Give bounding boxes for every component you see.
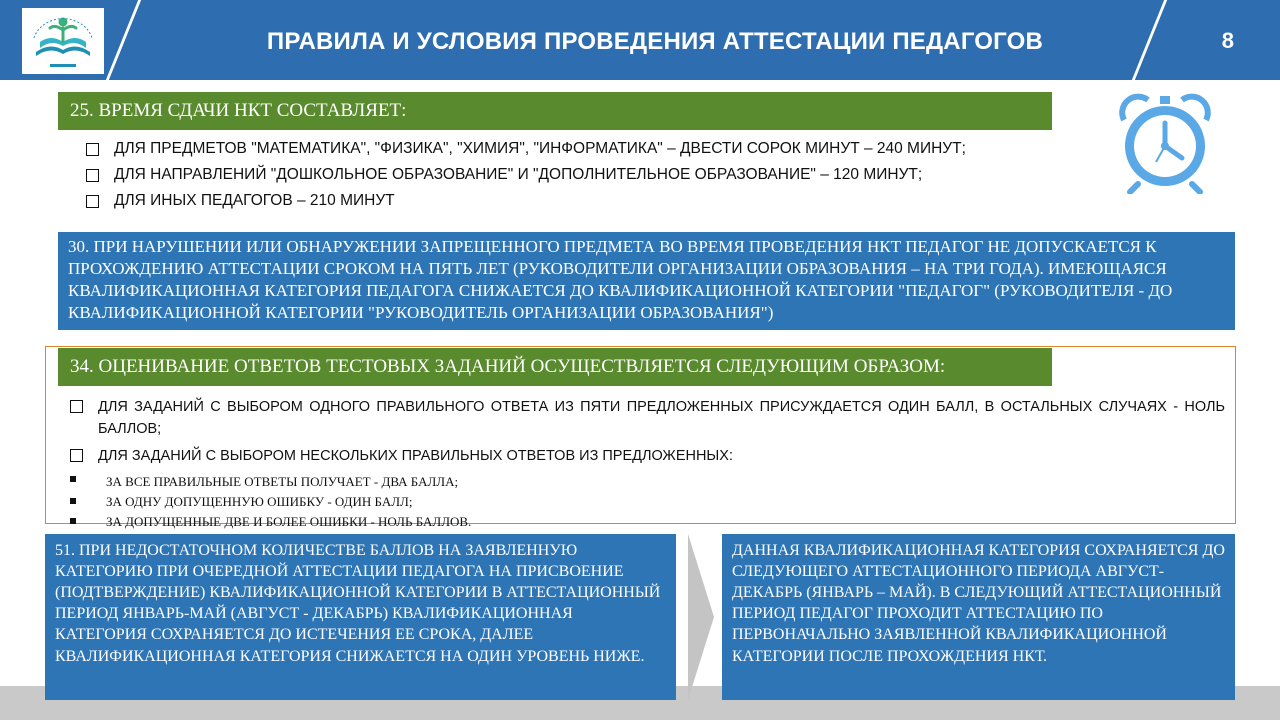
checkbox-icon [70,449,83,462]
list-item-text: ДЛЯ ПРЕДМЕТОВ "МАТЕМАТИКА", "ФИЗИКА", "ХИМИЯ", "ИНФОРМАТИКА" – ДВЕСТИ СОРОК МИНУТ – 240 МИНУТ; [114,140,966,157]
list-item-text: ДЛЯ ИНЫХ ПЕДАГОГОВ – 210 МИНУТ [114,192,395,209]
list-item [86,192,1096,218]
list-item [86,166,1096,192]
section-25-list [86,140,1096,218]
section-51-right-box: ДАННАЯ КВАЛИФИКАЦИОННАЯ КАТЕГОРИЯ СОХРАНЯЕТСЯ ДО СЛЕДУЮЩЕГО АТТЕСТАЦИОННОГО ПЕРИОДА АВГУСТ-ДЕКАБРЬ (ЯНВАРЬ – МАЙ). В СЛЕДУЮЩИЙ АТТЕСТАЦИОННЫЙ ПЕРИОД ПЕДАГОГ ПРОХОДИТ АТТЕСТАЦИЮ ПО ПЕРВОНАЧАЛЬНО ЗАЯВЛЕННОЙ КВАЛИФИКАЦИОННОЙ КАТЕГОРИИ ПОСЛЕ ПРОХОЖДЕНИЯ НКТ. [722,534,1235,700]
square-bullet-icon [70,476,76,482]
page-title: ПРАВИЛА И УСЛОВИЯ ПРОВЕДЕНИЯ АТТЕСТАЦИИ ПЕДАГОГОВ [266,28,1044,55]
list-item-text: ЗА ДОПУЩЕННЫЕ ДВЕ И БОЛЕЕ ОШИБКИ - НОЛЬ БАЛЛОВ. [106,514,472,529]
section-34-heading: 34. ОЦЕНИВАНИЕ ОТВЕТОВ ТЕСТОВЫХ ЗАДАНИЙ ОСУЩЕСТВЛЯЕТСЯ СЛЕДУЮЩИМ ОБРАЗОМ: [58,348,1052,386]
list-item [86,140,1096,166]
section-25-heading: 25. ВРЕМЯ СДАЧИ НКТ СОСТАВЛЯЕТ: [58,92,1052,130]
section-51-left-box: 51. ПРИ НЕДОСТАТОЧНОМ КОЛИЧЕСТВЕ БАЛЛОВ НА ЗАЯВЛЕННУЮ КАТЕГОРИЮ ПРИ ОЧЕРЕДНОЙ АТТЕСТАЦИИ ПЕДАГОГА НА ПРИСВОЕНИЕ (ПОДТВЕРЖДЕНИЕ) КВАЛИФИКАЦИОННОЙ КАТЕГОРИИ В АТТЕСТАЦИОННЫЙ ПЕРИОД ЯНВАРЬ-МАЙ (АВГУСТ - ДЕКАБРЬ) КВАЛИФИКАЦИОННАЯ КАТЕГОРИЯ СОХРАНЯЕТСЯ ДО ИСТЕЧЕНИЯ ЕЕ СРОКА, ДАЛЕЕ КВАЛИФИКАЦИОННАЯ КАТЕГОРИЯ СНИЖАЕТСЯ НА ОДИН УРОВЕНЬ НИЖЕ. [45,534,676,700]
list-item-text: ЗА ВСЕ ПРАВИЛЬНЫЕ ОТВЕТЫ ПОЛУЧАЕТ - ДВА БАЛЛА; [106,474,459,489]
checkbox-icon [70,400,83,413]
header-bar [0,0,1280,80]
header-divider-left [106,0,141,80]
list-item [70,472,770,492]
square-bullet-icon [70,518,76,524]
checkbox-icon [86,195,99,208]
section-34-list [70,396,1225,467]
list-item-text: ДЛЯ ЗАДАНИЙ С ВЫБОРОМ НЕСКОЛЬКИХ ПРАВИЛЬНЫХ ОТВЕТОВ ИЗ ПРЕДЛОЖЕННЫХ: [98,447,733,464]
section-34-sublist [70,472,770,532]
checkbox-icon [86,143,99,156]
list-item-text: ДЛЯ НАПРАВЛЕНИЙ "ДОШКОЛЬНОЕ ОБРАЗОВАНИЕ" И "ДОПОЛНИТЕЛЬНОЕ ОБРАЗОВАНИЕ" – 120 МИНУТ; [114,166,923,183]
list-item-text: ДЛЯ ЗАДАНИЙ С ВЫБОРОМ ОДНОГО ПРАВИЛЬНОГО ОТВЕТА ИЗ ПЯТИ ПРЕДЛОЖЕННЫХ ПРИСУЖДАЕТСЯ ОДИН БАЛЛ, В ОСТАЛЬНЫХ СЛУЧАЯХ - НОЛЬ БАЛЛОВ; [98,399,1225,438]
square-bullet-icon [70,498,76,504]
alarm-clock-icon [1110,90,1220,194]
logo-icon [22,8,104,74]
list-item [70,445,1225,467]
chevron-right-icon [688,534,714,700]
list-item [70,512,770,532]
page-number: 8 [1221,28,1234,53]
section-30-box: 30. ПРИ НАРУШЕНИИ ИЛИ ОБНАРУЖЕНИИ ЗАПРЕЩЕННОГО ПРЕДМЕТА ВО ВРЕМЯ ПРОВЕДЕНИЯ НКТ ПЕДАГОГ НЕ ДОПУСКАЕТСЯ К ПРОХОЖДЕНИЮ АТТЕСТАЦИИ СРОКОМ НА ПЯТЬ ЛЕТ (РУКОВОДИТЕЛИ ОРГАНИЗАЦИИ ОБРАЗОВАНИЯ – НА ТРИ ГОДА). ИМЕЮЩАЯСЯ КВАЛИФИКАЦИОННАЯ КАТЕГОРИЯ ПЕДАГОГА СНИЖАЕТСЯ ДО КВАЛИФИКАЦИОННОЙ КАТЕГОРИИ "ПЕДАГОГ" (РУКОВОДИТЕЛЯ - ДО КВАЛИФИКАЦИОННОЙ КАТЕГОРИИ "РУКОВОДИТЕЛЬ ОРГАНИЗАЦИИ ОБРАЗОВАНИЯ") [58,232,1235,330]
list-item [70,492,770,512]
list-item-text: ЗА ОДНУ ДОПУЩЕННУЮ ОШИБКУ - ОДИН БАЛЛ; [106,494,413,509]
list-item [70,396,1225,441]
checkbox-icon [86,169,99,182]
